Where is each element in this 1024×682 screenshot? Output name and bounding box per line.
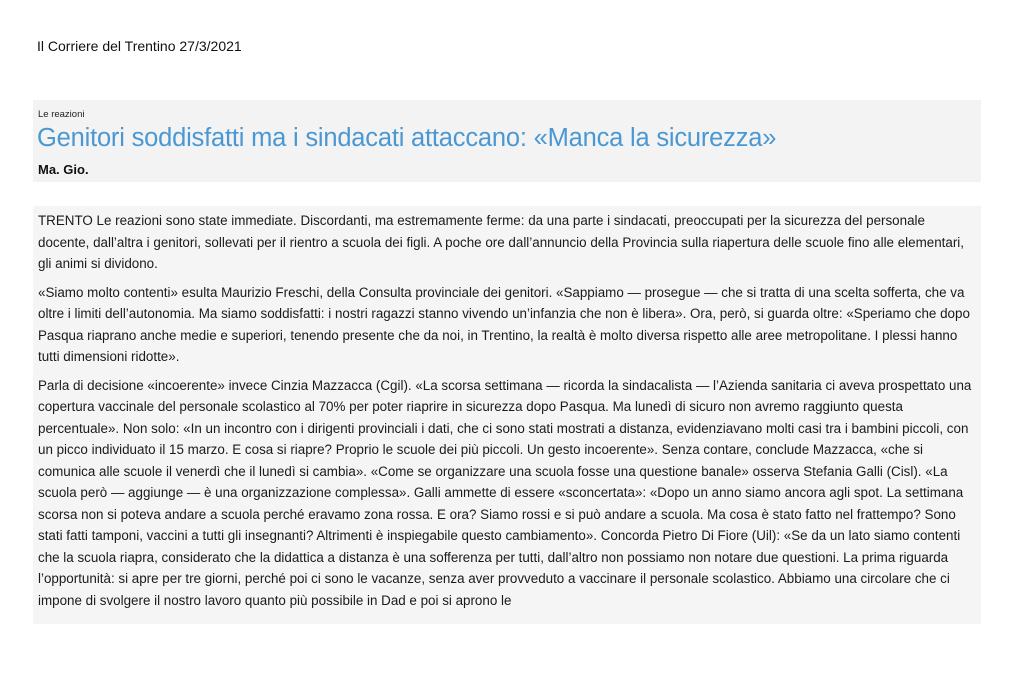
article-paragraph: «Siamo molto contenti» esulta Maurizio Freschi, della Consulta provinciale dei genitori. «Sappiamo — prosegue — che si tratta di una scelta sofferta, che va oltre i limiti dell’autonomia. Ma siamo soddisfatti: i nostri ragazzi stanno vivendo un’infanzia che non è libera». Ora, però, si guarda oltre: «Speriamo che dopo Pasqua riaprano anche medie e superiori, tenendo presente che da noi, in Trentino, la realtà è molto diversa rispetto alle aree metropolitane. I plessi hanno tutti dimensioni ridotte». [38, 284, 970, 364]
article-paragraph: Parla di decisione «incoerente» invece Cinzia Mazzacca (Cgil). «La scorsa settimana — ricorda la sindacalista — l’Azienda sanitaria ci aveva prospettato una copertura vaccinale del personale scolastico al 70% per poter riaprire in sicurezza dopo Pasqua. Ma lunedì di sicuro non avremo raggiunto questa percentuale». Non solo: «In un incontro con i dirigenti provinciali i dati, che ci sono stati mostrati a distanza, evidenziavano molti casi tra i bambini piccoli, con un picco individuato il 15 marzo. E cosa si riapre? Proprio le scuole dei più piccoli. Un gesto incoerente». Senza contare, conclude Mazzacca, «che si comunica alle scuole il venerdì che il lunedì si cambia». «Come se organizzare una scuola fosse una questione banale» osserva Stefania Galli (Cisl). «La scuola però — aggiunge — è una organizzazione complessa». Galli ammette di essere «sconcertata»: «Dopo un anno siamo ancora agli spot. La settimana scorsa non si poteva andare a scuola perché eravamo zona rossa. E ora? Siamo rossi e si può andare a scuola. Ma cosa è stato fatto nel frattempo? Sono stati fatti tamponi, vaccini a tutti gli insegnanti? Altrimenti è inspiegabile questo cambiamento». Concorda Pietro Di Fiore (Uil): «Se da un lato siamo contenti che la scuola riapra, considerato che la didattica a distanza è una sofferenza per tutti, dall’altro non possiamo non notare due questioni. La prima riguarda l’opportunità: si apre per tre giorni, perché poi ci sono le vacanze, senza aver provveduto a vaccinare il personale scolastico. Abbiamo una circolare che ci impone di svolgere il nostro lavoro quanto più possibile in Dad e poi si aprono le [38, 377, 972, 608]
source-citation: Il Corriere del Trentino 27/3/2021 [37, 38, 242, 54]
article-byline: Ma. Gio. [38, 162, 89, 177]
article-headline: Genitori soddisfatti ma i sindacati attaccano: «Manca la sicurezza» [37, 124, 777, 152]
article-kicker: Le reazioni [38, 109, 85, 120]
article-header [33, 100, 981, 182]
article-paragraph: TRENTO Le reazioni sono state immediate. Discordanti, ma estremamente ferme: da una parte i sindacati, preoccupati per la sicurezza del personale docente, dall’altra i genitori, sollevati per il rientro a scuola dei figli. A poche ore dall’annuncio della Provincia sulla riapertura delle scuole fino alle elementari, gli animi si dividono. [38, 213, 964, 271]
article-body [33, 206, 981, 624]
